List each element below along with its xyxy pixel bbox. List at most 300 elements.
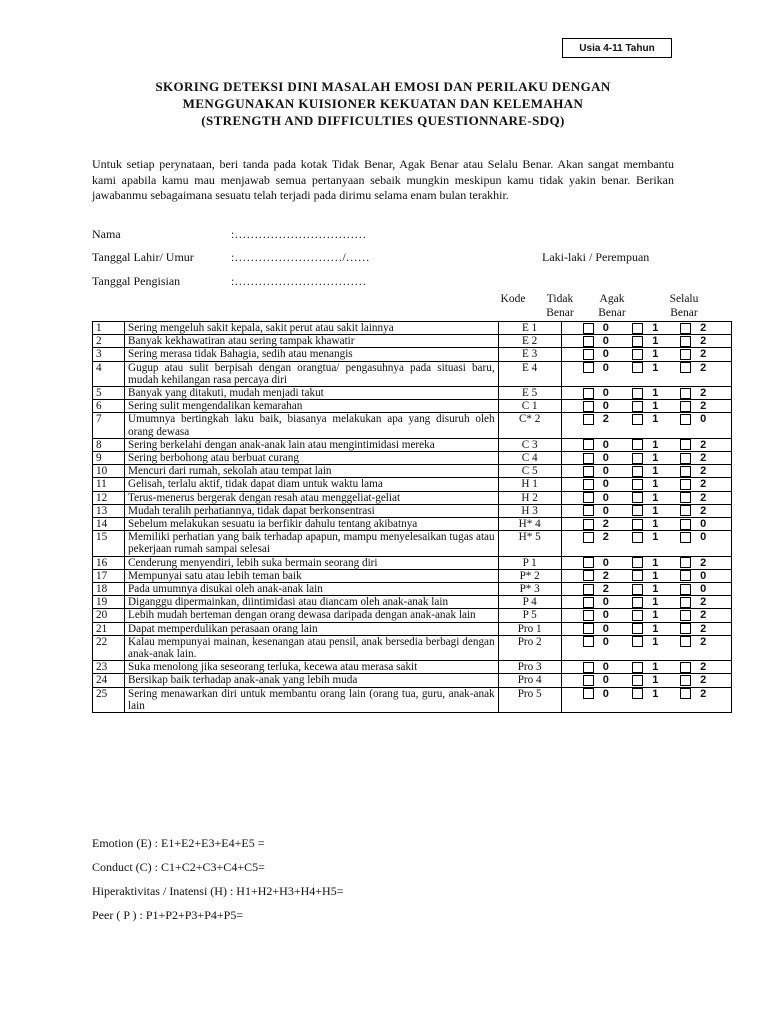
score-value: 2 [602,582,609,595]
score-value: 1 [652,335,659,348]
option-agak-benar[interactable] [632,439,680,451]
birthdate-age-field[interactable]: :………………………/…… [231,250,370,264]
item-statement: Mempunyai satu atau lebih teman baik [125,569,499,582]
table-row [93,609,732,622]
checkbox-tidak-benar[interactable] [583,453,594,464]
checkbox-tidak-benar[interactable] [583,362,594,373]
score-value: 0 [602,556,609,569]
checkbox-selalu-benar[interactable] [680,675,691,686]
checkbox-selalu-benar[interactable] [680,362,691,373]
option-tidak-benar[interactable] [583,636,632,648]
score-value: 0 [602,361,609,374]
option-selalu-benar[interactable] [680,623,728,635]
response-options [561,661,731,674]
checkbox-selalu-benar[interactable] [680,388,691,399]
score-value: 0 [602,478,609,491]
item-number: 3 [93,348,125,361]
checkbox-tidak-benar[interactable] [583,557,594,568]
checkbox-agak-benar[interactable] [632,584,643,595]
checkbox-selalu-benar[interactable] [680,662,691,673]
option-agak-benar[interactable] [632,596,680,608]
item-statement: Sering berbohong atau berbuat curang [125,452,499,465]
option-agak-benar[interactable] [632,400,680,412]
checkbox-selalu-benar[interactable] [680,532,691,543]
score-value: 2 [700,348,707,361]
score-value: 0 [602,504,609,517]
questionnaire-table [92,321,732,713]
score-value: 2 [700,687,707,700]
score-value: 2 [700,478,707,491]
checkbox-tidak-benar[interactable] [583,675,594,686]
instructions-paragraph: Untuk setiap perynataan, beri tanda pada kotak Tidak Benar, Agak Benar atau Selalu Benar. Akan sangat membantu kami apabila kamu mau menjawab semua pertanyaan sebaik mungkin meskipun kamu tidak yakin benar. Berikan jawabanmu sebagaimana sesuatu telah terjadi pada dirimu selama enam bulan terakhir. [92,157,674,202]
option-tidak-benar[interactable] [583,348,632,360]
score-value: 0 [700,517,707,530]
item-statement: Sering sulit mengendalikan kemarahan [125,400,499,413]
checkbox-selalu-benar[interactable] [680,323,691,334]
checkbox-agak-benar[interactable] [632,362,643,373]
checkbox-agak-benar[interactable] [632,532,643,543]
option-agak-benar[interactable] [632,492,680,504]
checkbox-selalu-benar[interactable] [680,466,691,477]
score-value: 1 [652,609,659,622]
item-code: E 4 [498,361,561,386]
table-row [93,361,732,386]
checkbox-tidak-benar[interactable] [583,336,594,347]
score-value: 1 [652,517,659,530]
score-value: 0 [602,321,609,334]
option-selalu-benar[interactable] [680,452,728,464]
response-options [561,335,731,348]
score-value: 1 [652,478,659,491]
checkbox-tidak-benar[interactable] [583,584,594,595]
option-tidak-benar[interactable] [583,688,632,700]
option-selalu-benar[interactable] [680,387,728,399]
name-field[interactable]: :…………………………… [231,227,367,241]
item-statement: Terus-menerus bergerak dengan resah atau menggeliat-geliat [125,491,499,504]
option-agak-benar[interactable] [632,452,680,464]
item-number: 7 [93,413,125,438]
table-row [93,478,732,491]
item-statement: Mencuri dari rumah, sekolah atau tempat lain [125,465,499,478]
score-value: 0 [700,413,707,426]
table-row [93,438,732,451]
option-tidak-benar[interactable] [583,452,632,464]
item-number: 2 [93,335,125,348]
option-tidak-benar[interactable] [583,596,632,608]
option-tidak-benar[interactable] [583,623,632,635]
response-options [561,400,731,413]
option-agak-benar[interactable] [632,583,680,595]
score-value: 2 [700,361,707,374]
item-number: 10 [93,465,125,478]
option-selalu-benar[interactable] [680,596,728,608]
score-value: 2 [700,386,707,399]
score-value: 0 [602,335,609,348]
option-selalu-benar[interactable] [680,674,728,686]
formula-hyperactivity: Hiperaktivitas / Inatensi (H) : H1+H2+H3+H4+H5= [92,884,344,898]
option-selalu-benar[interactable] [680,400,728,412]
option-agak-benar[interactable] [632,688,680,700]
response-options [561,674,731,687]
checkbox-tidak-benar[interactable] [583,401,594,412]
checkbox-agak-benar[interactable] [632,662,643,673]
table-row [93,452,732,465]
score-value: 0 [602,596,609,609]
checkbox-tidak-benar[interactable] [583,519,594,530]
option-tidak-benar[interactable] [583,583,632,595]
option-tidak-benar[interactable] [583,492,632,504]
option-agak-benar[interactable] [632,465,680,477]
item-code: H 1 [498,478,561,491]
score-value: 2 [700,609,707,622]
checkbox-tidak-benar[interactable] [583,439,594,450]
score-value: 1 [652,465,659,478]
option-selalu-benar[interactable] [680,465,728,477]
item-code: E 1 [498,322,561,335]
item-number: 19 [93,596,125,609]
option-agak-benar[interactable] [632,609,680,621]
item-number: 18 [93,583,125,596]
checkbox-selalu-benar[interactable] [680,519,691,530]
checkbox-tidak-benar[interactable] [583,662,594,673]
item-statement: Suka menolong jika seseorang terluka, kecewa atau merasa sakit [125,661,499,674]
checkbox-tidak-benar[interactable] [583,466,594,477]
column-header-tidak-benar: Tidak Benar [546,293,574,319]
table-row [93,596,732,609]
item-statement: Sering mengeluh sakit kepala, sakit perut atau sakit lainnya [125,322,499,335]
checkbox-selalu-benar[interactable] [680,610,691,621]
checkbox-tidak-benar[interactable] [583,597,594,608]
checkbox-tidak-benar[interactable] [583,349,594,360]
response-options [561,622,731,635]
option-agak-benar[interactable] [632,636,680,648]
response-options [561,531,731,556]
option-agak-benar[interactable] [632,531,680,543]
response-options [561,504,731,517]
checkbox-agak-benar[interactable] [632,323,643,334]
checkbox-agak-benar[interactable] [632,336,643,347]
checkbox-agak-benar[interactable] [632,401,643,412]
item-number: 23 [93,661,125,674]
title-line-1: SKORING DETEKSI DINI MASALAH EMOSI DAN PERILAKU DENGAN [155,79,611,94]
checkbox-tidak-benar[interactable] [583,688,594,699]
option-selalu-benar[interactable] [680,492,728,504]
response-options [561,361,731,386]
checkbox-agak-benar[interactable] [632,519,643,530]
score-value: 2 [700,321,707,334]
option-tidak-benar[interactable] [583,335,632,347]
option-selalu-benar[interactable] [680,661,728,673]
checkbox-tidak-benar[interactable] [583,414,594,425]
checkbox-agak-benar[interactable] [632,349,643,360]
table-row [93,322,732,335]
score-value: 0 [602,465,609,478]
score-value: 0 [602,635,609,648]
score-value: 2 [700,451,707,464]
checkbox-selalu-benar[interactable] [680,439,691,450]
score-value: 0 [602,451,609,464]
item-statement: Gelisah, terlalu aktif, tidak dapat diam untuk waktu lama [125,478,499,491]
score-value: 0 [602,674,609,687]
option-selalu-benar[interactable] [680,583,728,595]
checkbox-agak-benar[interactable] [632,388,643,399]
checkbox-tidak-benar[interactable] [583,505,594,516]
item-number: 6 [93,400,125,413]
option-tidak-benar[interactable] [583,465,632,477]
response-options [561,518,731,531]
item-code: C 4 [498,452,561,465]
checkbox-agak-benar[interactable] [632,597,643,608]
item-number: 22 [93,635,125,660]
option-selalu-benar[interactable] [680,688,728,700]
score-value: 2 [700,335,707,348]
item-code: C* 2 [498,413,561,438]
item-number: 1 [93,322,125,335]
column-header-agak-benar: Agak Benar [598,293,626,319]
option-agak-benar[interactable] [632,518,680,530]
table-row [93,504,732,517]
score-value: 1 [652,674,659,687]
table-row [93,413,732,438]
option-agak-benar[interactable] [632,623,680,635]
score-value: 2 [602,531,609,544]
score-value: 1 [652,321,659,334]
checkbox-selalu-benar[interactable] [680,336,691,347]
checkbox-agak-benar[interactable] [632,675,643,686]
item-number: 8 [93,438,125,451]
item-statement: Umumnya bertingkah laku baik, biasanya melakukan apa yang disuruh oleh orang dewasa [125,413,499,438]
checkbox-agak-benar[interactable] [632,492,643,503]
option-selalu-benar[interactable] [680,518,728,530]
table-row [93,348,732,361]
item-code: Pro 2 [498,635,561,660]
score-value: 1 [652,622,659,635]
option-agak-benar[interactable] [632,478,680,490]
checkbox-agak-benar[interactable] [632,479,643,490]
birthdate-age-label: Tanggal Lahir/ Umur [92,250,194,264]
score-value: 1 [652,361,659,374]
item-statement: Cenderung menyendiri, lebih suka bermain seorang diri [125,556,499,569]
column-header-selalu-benar: Selalu Benar [669,293,699,319]
option-tidak-benar[interactable] [583,387,632,399]
option-tidak-benar[interactable] [583,400,632,412]
option-tidak-benar[interactable] [583,362,632,374]
option-tidak-benar[interactable] [583,674,632,686]
response-options [561,687,731,712]
checkbox-selalu-benar[interactable] [680,479,691,490]
option-agak-benar[interactable] [632,674,680,686]
checkbox-selalu-benar[interactable] [680,584,691,595]
option-agak-benar[interactable] [632,557,680,569]
item-statement: Mudah teralih perhatiannya, tidak dapat berkonsentrasi [125,504,499,517]
checkbox-selalu-benar[interactable] [680,688,691,699]
item-code: H 2 [498,491,561,504]
checkbox-selalu-benar[interactable] [680,401,691,412]
score-value: 2 [700,438,707,451]
score-value: 0 [602,609,609,622]
checkbox-tidak-benar[interactable] [583,636,594,647]
score-value: 1 [652,400,659,413]
option-tidak-benar[interactable] [583,478,632,490]
option-tidak-benar[interactable] [583,518,632,530]
checkbox-selalu-benar[interactable] [680,349,691,360]
response-options [561,465,731,478]
checkbox-selalu-benar[interactable] [680,505,691,516]
score-value: 0 [602,400,609,413]
checkbox-selalu-benar[interactable] [680,453,691,464]
item-statement: Dapat memperdulikan perasaan orang lain [125,622,499,635]
checkbox-tidak-benar[interactable] [583,532,594,543]
item-code: Pro 1 [498,622,561,635]
checkbox-agak-benar[interactable] [632,688,643,699]
checkbox-tidak-benar[interactable] [583,610,594,621]
option-tidak-benar[interactable] [583,413,632,425]
checkbox-selalu-benar[interactable] [680,557,691,568]
option-agak-benar[interactable] [632,362,680,374]
checkbox-agak-benar[interactable] [632,466,643,477]
score-value: 1 [652,438,659,451]
table-row [93,583,732,596]
item-number: 5 [93,387,125,400]
option-tidak-benar[interactable] [583,609,632,621]
item-code: H* 4 [498,518,561,531]
option-agak-benar[interactable] [632,413,680,425]
checkbox-agak-benar[interactable] [632,505,643,516]
item-statement: Sering berkelahi dengan anak-anak lain atau mengintimidasi mereka [125,438,499,451]
score-value: 1 [652,451,659,464]
checkbox-agak-benar[interactable] [632,414,643,425]
option-selalu-benar[interactable] [680,439,728,451]
checkbox-tidak-benar[interactable] [583,388,594,399]
option-agak-benar[interactable] [632,661,680,673]
item-code: H 3 [498,504,561,517]
option-selalu-benar[interactable] [680,505,728,517]
option-selalu-benar[interactable] [680,570,728,582]
option-agak-benar[interactable] [632,570,680,582]
item-statement: Sering merasa tidak Bahagia, sedih atau menangis [125,348,499,361]
table-row [93,518,732,531]
checkbox-tidak-benar[interactable] [583,570,594,581]
item-statement: Lebih mudah berteman dengan orang dewasa daripada dengan anak-anak lain [125,609,499,622]
response-options [561,635,731,660]
option-tidak-benar[interactable] [583,661,632,673]
option-tidak-benar[interactable] [583,505,632,517]
option-selalu-benar[interactable] [680,348,728,360]
item-code: P 5 [498,609,561,622]
title-line-3: (STRENGTH AND DIFFICULTIES QUESTIONNARE-SDQ) [201,113,565,128]
checkbox-agak-benar[interactable] [632,636,643,647]
score-value: 0 [602,491,609,504]
table-row [93,556,732,569]
checkbox-agak-benar[interactable] [632,570,643,581]
item-statement: Banyak yang ditakuti, mudah menjadi takut [125,387,499,400]
fill-date-field[interactable]: :…………………………… [231,274,367,288]
option-tidak-benar[interactable] [583,322,632,334]
option-selalu-benar[interactable] [680,362,728,374]
checkbox-agak-benar[interactable] [632,557,643,568]
item-code: P 1 [498,556,561,569]
response-options [561,438,731,451]
response-options [561,452,731,465]
checkbox-selalu-benar[interactable] [680,623,691,634]
checkbox-selalu-benar[interactable] [680,636,691,647]
score-value: 2 [700,661,707,674]
item-code: E 2 [498,335,561,348]
score-value: 2 [700,491,707,504]
option-tidak-benar[interactable] [583,439,632,451]
score-value: 1 [652,491,659,504]
checkbox-tidak-benar[interactable] [583,479,594,490]
score-value: 1 [652,504,659,517]
checkbox-tidak-benar[interactable] [583,492,594,503]
checkbox-selalu-benar[interactable] [680,597,691,608]
score-value: 0 [700,569,707,582]
formula-peer: Peer ( P ) : P1+P2+P3+P4+P5= [92,908,244,922]
checkbox-tidak-benar[interactable] [583,623,594,634]
score-value: 2 [602,569,609,582]
score-value: 0 [602,661,609,674]
option-agak-benar[interactable] [632,387,680,399]
score-value: 1 [652,531,659,544]
response-options [561,413,731,438]
table-row [93,335,732,348]
option-agak-benar[interactable] [632,348,680,360]
checkbox-agak-benar[interactable] [632,439,643,450]
option-selalu-benar[interactable] [680,557,728,569]
option-selalu-benar[interactable] [680,531,728,543]
option-tidak-benar[interactable] [583,570,632,582]
option-tidak-benar[interactable] [583,531,632,543]
table-row [93,387,732,400]
option-selalu-benar[interactable] [680,413,728,425]
option-agak-benar[interactable] [632,505,680,517]
score-value: 0 [700,582,707,595]
option-selalu-benar[interactable] [680,609,728,621]
column-header-kode: Kode [500,293,526,305]
score-value: 2 [602,413,609,426]
option-selalu-benar[interactable] [680,636,728,648]
option-agak-benar[interactable] [632,335,680,347]
table-row [93,622,732,635]
response-options [561,478,731,491]
checkbox-selalu-benar[interactable] [680,492,691,503]
item-code: C 1 [498,400,561,413]
item-number: 14 [93,518,125,531]
score-value: 1 [652,687,659,700]
item-statement: Pada umumnya disukai oleh anak-anak lain [125,583,499,596]
option-selalu-benar[interactable] [680,322,728,334]
checkbox-selalu-benar[interactable] [680,570,691,581]
item-number: 12 [93,491,125,504]
option-selalu-benar[interactable] [680,335,728,347]
checkbox-selalu-benar[interactable] [680,414,691,425]
checkbox-agak-benar[interactable] [632,610,643,621]
checkbox-agak-benar[interactable] [632,623,643,634]
table-row [93,674,732,687]
option-selalu-benar[interactable] [680,478,728,490]
checkbox-agak-benar[interactable] [632,453,643,464]
gender-option[interactable]: Laki-laki / Perempuan [542,250,650,264]
score-value: 2 [700,400,707,413]
option-tidak-benar[interactable] [583,557,632,569]
item-statement: Memiliki perhatian yang baik terhadap apapun, mampu menyelesaikan tugas atau pekerjaan rumah sampai selesai [125,531,499,556]
response-options [561,583,731,596]
table-row [93,491,732,504]
item-code: H* 5 [498,531,561,556]
response-options [561,609,731,622]
option-agak-benar[interactable] [632,322,680,334]
checkbox-tidak-benar[interactable] [583,323,594,334]
